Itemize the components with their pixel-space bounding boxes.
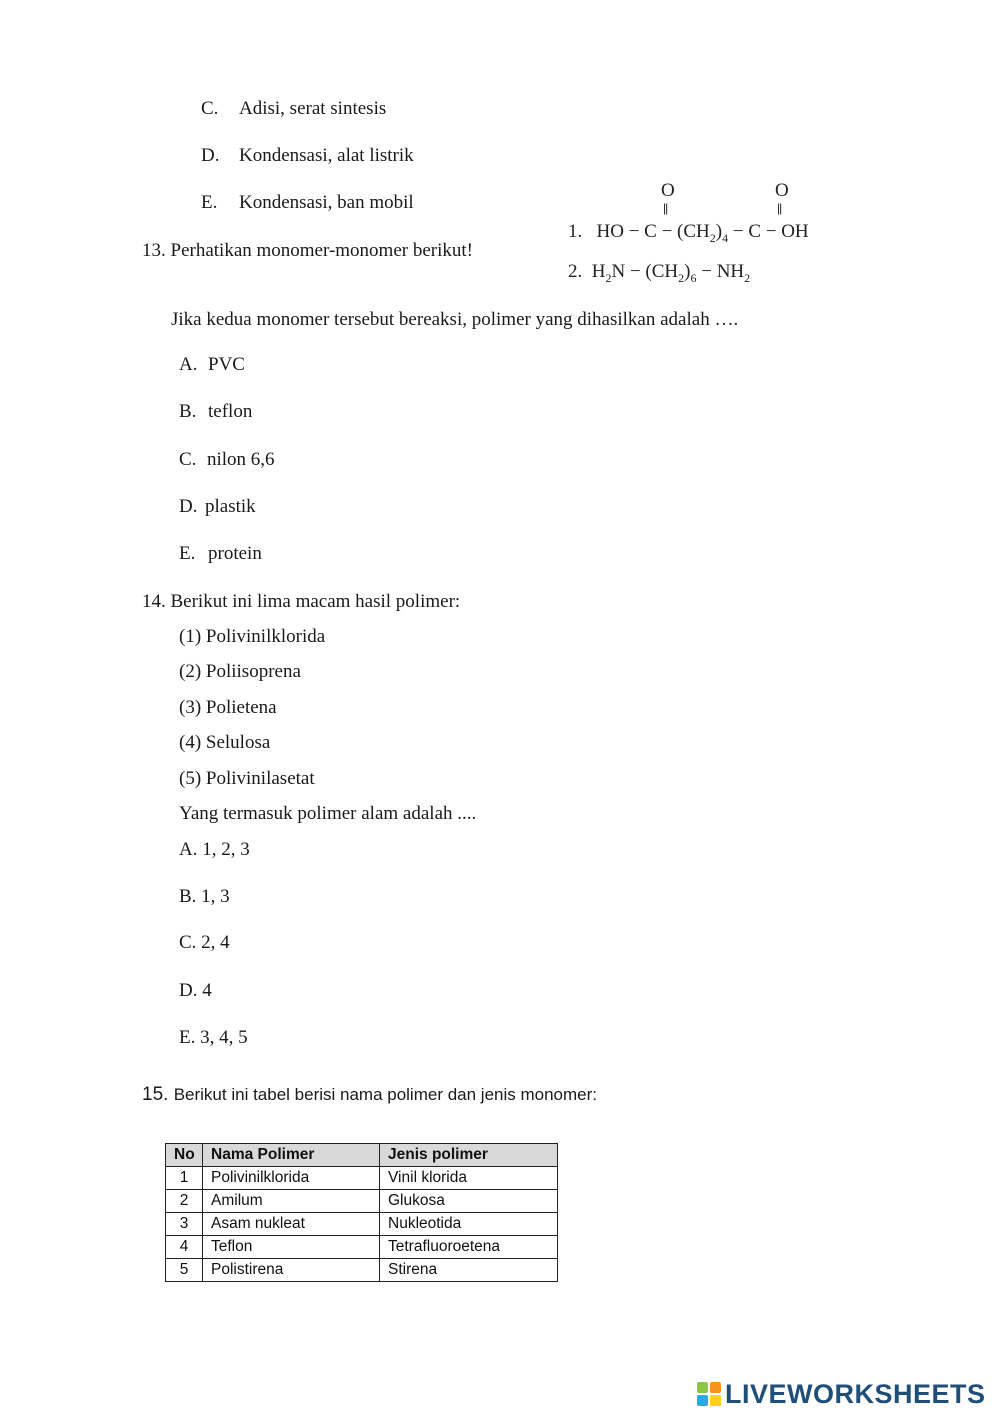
q14-option-a: A. 1, 2, 3 bbox=[179, 839, 250, 860]
liveworksheets-logo-text: LIVEWORKSHEETS bbox=[725, 1378, 986, 1409]
row-no: 5 bbox=[166, 1259, 203, 1282]
double-bond-left: || bbox=[663, 201, 668, 215]
q14-item-1: (1) Polivinilklorida bbox=[179, 626, 326, 647]
row-nama: Teflon bbox=[203, 1236, 380, 1259]
q14-item-4: (4) Selulosa bbox=[179, 732, 271, 753]
row-no: 4 bbox=[166, 1236, 203, 1259]
row-nama: Amilum bbox=[203, 1190, 380, 1213]
row-nama: Polivinilklorida bbox=[203, 1167, 380, 1190]
q13-option-e: E. protein bbox=[179, 543, 262, 564]
row-jenis: Tetrafluoroetena bbox=[380, 1236, 558, 1259]
header-no: No bbox=[166, 1144, 203, 1167]
table-row bbox=[166, 1259, 558, 1282]
q13-question: Jika kedua monomer tersebut bereaksi, polimer yang dihasilkan adalah …. bbox=[171, 309, 739, 330]
row-no: 1 bbox=[166, 1167, 203, 1190]
polymer-table bbox=[165, 1143, 558, 1282]
q13-option-a: A. PVC bbox=[179, 354, 245, 375]
q15-intro: 15. Berikut ini tabel berisi nama polimer dan jenis monomer: bbox=[142, 1084, 598, 1105]
q14-option-b: B. 1, 3 bbox=[179, 886, 230, 907]
header-nama-polimer: Nama Polimer bbox=[203, 1144, 380, 1167]
q13-option-b: B. teflon bbox=[179, 401, 253, 422]
q14-item-2: (2) Poliisoprena bbox=[179, 661, 301, 682]
row-no: 3 bbox=[166, 1213, 203, 1236]
q12-option-e: E. Kondensasi, ban mobil bbox=[201, 192, 414, 213]
q14-option-d: D. 4 bbox=[179, 980, 212, 1001]
monomer-2: 2. $H_2N - (CH_2)_6 - NH_2$ bbox=[568, 261, 751, 285]
q14-item-5: (5) Polivinilasetat bbox=[179, 768, 315, 789]
row-no: 2 bbox=[166, 1190, 203, 1213]
q12-option-c: C. Adisi, serat sintesis bbox=[201, 98, 387, 119]
q14-item-3: (3) Polietena bbox=[179, 697, 277, 718]
table-row bbox=[166, 1213, 558, 1236]
monomer-1: 1. HO − $C - (CH_2)_4 - C$ − OH bbox=[568, 221, 809, 245]
row-nama: Asam nukleat bbox=[203, 1213, 380, 1236]
q13-intro: 13. Perhatikan monomer-monomer berikut! bbox=[142, 240, 473, 261]
q13-option-c: C. nilon 6,6 bbox=[179, 449, 275, 470]
q12-option-d: D. Kondensasi, alat listrik bbox=[201, 145, 414, 166]
row-nama: Polistirena bbox=[203, 1259, 380, 1282]
row-jenis: Glukosa bbox=[380, 1190, 558, 1213]
q14-question: Yang termasuk polimer alam adalah .... bbox=[179, 803, 477, 824]
row-jenis: Stirena bbox=[380, 1259, 558, 1282]
q14-option-c: C. 2, 4 bbox=[179, 932, 230, 953]
table-row bbox=[166, 1190, 558, 1213]
monomer1-oxygen-right: O bbox=[775, 180, 789, 201]
monomer1-oxygen-left: O bbox=[661, 180, 675, 201]
row-jenis: Nukleotida bbox=[380, 1213, 558, 1236]
row-jenis: Vinil klorida bbox=[380, 1167, 558, 1190]
monomer-formulas bbox=[560, 178, 850, 288]
header-jenis-polimer: Jenis polimer bbox=[380, 1144, 558, 1167]
liveworksheets-logo-icon bbox=[697, 1382, 721, 1406]
liveworksheets-logo bbox=[697, 1378, 986, 1410]
table-row bbox=[166, 1236, 558, 1259]
q14-intro: 14. Berikut ini lima macam hasil polimer: bbox=[142, 591, 461, 612]
q13-option-d: D. plastik bbox=[179, 496, 256, 517]
q14-option-e: E. 3, 4, 5 bbox=[179, 1027, 248, 1048]
table-header-row bbox=[166, 1144, 558, 1167]
double-bond-right: || bbox=[777, 201, 782, 215]
table-row bbox=[166, 1167, 558, 1190]
